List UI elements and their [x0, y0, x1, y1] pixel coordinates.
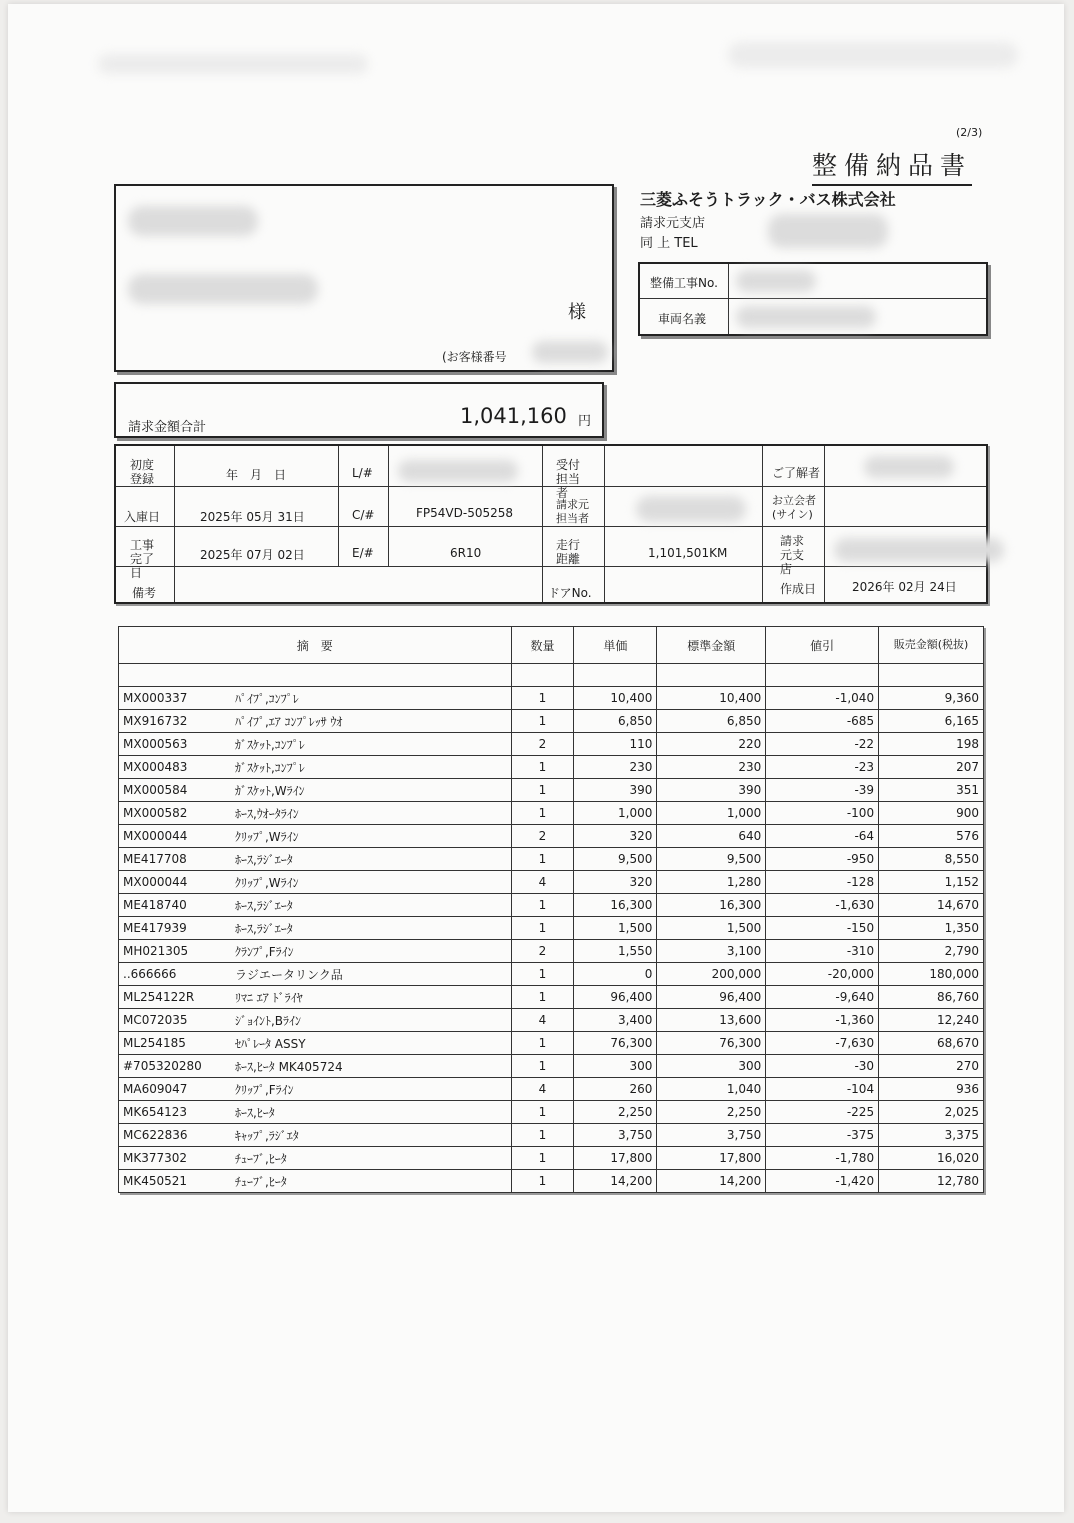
document-sheet — [8, 4, 1064, 1512]
table-row — [119, 871, 984, 894]
unit-price: 390 — [574, 779, 657, 802]
header-standard-amount: 標準金額 — [657, 627, 766, 664]
vehicle-name-label: 車両名義 — [658, 312, 707, 326]
unit-price: 3,750 — [574, 1124, 657, 1147]
mileage-label: 走行距離 — [556, 538, 581, 566]
unit-price: 320 — [574, 825, 657, 848]
parts-table-body — [119, 687, 984, 1193]
customer-box — [114, 184, 614, 372]
discount: -7,630 — [766, 1032, 879, 1055]
discount: -22 — [766, 733, 879, 756]
sale-amount: 12,780 — [879, 1170, 984, 1193]
unit-price: 320 — [574, 871, 657, 894]
table-row — [119, 986, 984, 1009]
redacted-tel — [768, 214, 888, 248]
sale-amount: 936 — [879, 1078, 984, 1101]
unit-price: 1,550 — [574, 940, 657, 963]
table-row — [119, 1078, 984, 1101]
unit-price: 16,300 — [574, 894, 657, 917]
part-code: MX000044 — [119, 825, 231, 848]
table-row — [119, 687, 984, 710]
unit-price: 6,850 — [574, 710, 657, 733]
discount: -950 — [766, 848, 879, 871]
part-code: ME418740 — [119, 894, 231, 917]
redacted-header-right — [728, 42, 1018, 68]
honorific: 様 — [568, 302, 586, 323]
header-discount: 値引 — [766, 627, 879, 664]
quantity: 1 — [511, 710, 574, 733]
part-name: ﾘﾏﾆ ｴｱ ﾄﾞﾗｲﾔ — [231, 986, 511, 1009]
part-name: ラジエータリンク品 — [231, 963, 511, 986]
note-label: 備考 — [132, 586, 157, 600]
table-row — [119, 963, 984, 986]
sale-amount: 351 — [879, 779, 984, 802]
part-name: ﾎｰｽ,ﾗｼﾞｴｰﾀ — [231, 894, 511, 917]
table-row — [119, 917, 984, 940]
approval-label: ご了解者 — [772, 466, 821, 480]
redacted-l-number — [398, 460, 518, 482]
unit-price: 14,200 — [574, 1170, 657, 1193]
part-name: ﾁｭｰﾌﾞ,ﾋｰﾀ — [231, 1147, 511, 1170]
e-number-value: 6R10 — [450, 546, 482, 560]
mileage-value: 1,101,501KM — [648, 546, 728, 560]
quantity: 1 — [511, 1147, 574, 1170]
unit-price: 9,500 — [574, 848, 657, 871]
header-sale-amount: 販売金額(税抜) — [879, 627, 984, 664]
standard-amount: 3,100 — [657, 940, 766, 963]
discount: -20,000 — [766, 963, 879, 986]
quantity: 1 — [511, 1055, 574, 1078]
standard-amount: 1,000 — [657, 802, 766, 825]
quantity: 1 — [511, 1101, 574, 1124]
redacted-customer-number — [532, 341, 608, 363]
created-date-value: 2026年 02月 24日 — [852, 580, 957, 594]
part-code: MK450521 — [119, 1170, 231, 1193]
discount: -1,040 — [766, 687, 879, 710]
discount: -23 — [766, 756, 879, 779]
redacted-billing-staff — [636, 496, 746, 522]
sale-amount: 86,760 — [879, 986, 984, 1009]
table-header-row — [119, 627, 984, 664]
standard-amount: 390 — [657, 779, 766, 802]
quantity: 2 — [511, 825, 574, 848]
part-code: MX000582 — [119, 802, 231, 825]
discount: -1,360 — [766, 1009, 879, 1032]
table-row — [119, 710, 984, 733]
vehicle-info-grid — [114, 444, 988, 604]
part-name: ｼﾞｮｲﾝﾄ,Bﾗｲﾝ — [231, 1009, 511, 1032]
quantity: 4 — [511, 1078, 574, 1101]
branch-label: 請求元支店 — [640, 216, 706, 231]
sale-amount: 2,025 — [879, 1101, 984, 1124]
customer-number-label: (お客様番号 — [442, 350, 507, 364]
first-registration-value: 年 月 日 — [226, 468, 287, 482]
part-code: MX000337 — [119, 687, 231, 710]
part-name: ｸﾗﾝﾌﾟ,Fﾗｲﾝ — [231, 940, 511, 963]
completion-date-value: 2025年 07月 02日 — [200, 548, 305, 562]
discount: -685 — [766, 710, 879, 733]
standard-amount: 10,400 — [657, 687, 766, 710]
quantity: 2 — [511, 940, 574, 963]
part-name: ｾﾊﾟﾚｰﾀ ASSY — [231, 1032, 511, 1055]
standard-amount: 1,500 — [657, 917, 766, 940]
quantity: 1 — [511, 779, 574, 802]
sale-amount: 1,152 — [879, 871, 984, 894]
quantity: 1 — [511, 756, 574, 779]
standard-amount: 220 — [657, 733, 766, 756]
quantity: 1 — [511, 986, 574, 1009]
discount: -64 — [766, 825, 879, 848]
witness-label: お立会者(サイン) — [772, 494, 816, 521]
standard-amount: 3,750 — [657, 1124, 766, 1147]
header-unit-price: 単価 — [574, 627, 657, 664]
quantity: 1 — [511, 802, 574, 825]
part-name: ﾊﾟｲﾌﾟ,ｺﾝﾌﾟﾚ — [231, 687, 511, 710]
quantity: 1 — [511, 963, 574, 986]
total-label: 請求金額合計 — [128, 420, 207, 435]
part-code: MX000584 — [119, 779, 231, 802]
discount: -375 — [766, 1124, 879, 1147]
table-row — [119, 825, 984, 848]
total-unit: 円 — [578, 414, 592, 429]
standard-amount: 2,250 — [657, 1101, 766, 1124]
standard-amount: 1,280 — [657, 871, 766, 894]
document-title: 整備納品書 — [812, 146, 972, 186]
standard-amount: 200,000 — [657, 963, 766, 986]
unit-price: 17,800 — [574, 1147, 657, 1170]
table-row — [119, 1055, 984, 1078]
part-name: ｷｬｯﾌﾟ,ﾗｼﾞｴﾀ — [231, 1124, 511, 1147]
unit-price: 300 — [574, 1055, 657, 1078]
sale-amount: 12,240 — [879, 1009, 984, 1032]
part-code: MA609047 — [119, 1078, 231, 1101]
standard-amount: 14,200 — [657, 1170, 766, 1193]
part-code: MX000563 — [119, 733, 231, 756]
redacted-billing-branch — [834, 538, 1004, 562]
quantity: 4 — [511, 1009, 574, 1032]
discount: -225 — [766, 1101, 879, 1124]
part-name: ｸﾘｯﾌﾟ,Fﾗｲﾝ — [231, 1078, 511, 1101]
part-name: ｸﾘｯﾌﾟ,Wﾗｲﾝ — [231, 825, 511, 848]
table-row — [119, 1147, 984, 1170]
quantity: 1 — [511, 1032, 574, 1055]
table-spacer-row — [119, 664, 984, 687]
sale-amount: 198 — [879, 733, 984, 756]
table-row — [119, 1032, 984, 1055]
sale-amount: 16,020 — [879, 1147, 984, 1170]
quantity: 1 — [511, 917, 574, 940]
part-code: ML254122R — [119, 986, 231, 1009]
table-row — [119, 848, 984, 871]
work-no-label: 整備工事No. — [650, 276, 718, 290]
part-name: ﾎｰｽ,ﾗｼﾞｴｰﾀ — [231, 917, 511, 940]
table-row — [119, 756, 984, 779]
sale-amount: 576 — [879, 825, 984, 848]
standard-amount: 300 — [657, 1055, 766, 1078]
part-name: ﾊﾟｲﾌﾟ,ｴｱ ｺﾝﾌﾟﾚｯｻ ｳｵ — [231, 710, 511, 733]
redacted-customer-name — [128, 206, 258, 236]
sale-amount: 9,360 — [879, 687, 984, 710]
part-code: MX000044 — [119, 871, 231, 894]
discount: -1,780 — [766, 1147, 879, 1170]
sale-amount: 68,670 — [879, 1032, 984, 1055]
unit-price: 1,000 — [574, 802, 657, 825]
discount: -1,420 — [766, 1170, 879, 1193]
part-code: ..666666 — [119, 963, 231, 986]
part-code: MH021305 — [119, 940, 231, 963]
unit-price: 10,400 — [574, 687, 657, 710]
standard-amount: 76,300 — [657, 1032, 766, 1055]
part-name: ｸﾘｯﾌﾟ,Wﾗｲﾝ — [231, 871, 511, 894]
sale-amount: 900 — [879, 802, 984, 825]
part-code: MK654123 — [119, 1101, 231, 1124]
completion-date-label: 工事完了日 — [130, 538, 155, 580]
table-row — [119, 802, 984, 825]
billing-staff-label: 請求元担当者 — [556, 498, 589, 525]
total-box — [114, 382, 604, 438]
discount: -104 — [766, 1078, 879, 1101]
standard-amount: 9,500 — [657, 848, 766, 871]
table-row — [119, 894, 984, 917]
reception-staff-label: 受付担当者 — [556, 458, 581, 500]
table-row — [119, 779, 984, 802]
page-number: (2/3) — [956, 126, 983, 139]
standard-amount: 96,400 — [657, 986, 766, 1009]
sale-amount: 270 — [879, 1055, 984, 1078]
c-number-label: C/# — [352, 508, 375, 522]
discount: -30 — [766, 1055, 879, 1078]
table-row — [119, 940, 984, 963]
standard-amount: 6,850 — [657, 710, 766, 733]
part-code: MK377302 — [119, 1147, 231, 1170]
table-row — [119, 1124, 984, 1147]
redacted-vehicle-name — [736, 306, 876, 328]
header-quantity: 数量 — [511, 627, 574, 664]
unit-price: 76,300 — [574, 1032, 657, 1055]
unit-price: 260 — [574, 1078, 657, 1101]
unit-price: 2,250 — [574, 1101, 657, 1124]
sale-amount: 2,790 — [879, 940, 984, 963]
part-code: MC072035 — [119, 1009, 231, 1032]
standard-amount: 16,300 — [657, 894, 766, 917]
unit-price: 230 — [574, 756, 657, 779]
table-row — [119, 1170, 984, 1193]
discount: -150 — [766, 917, 879, 940]
part-name: ｶﾞｽｹｯﾄ,ｺﾝﾌﾟﾚ — [231, 756, 511, 779]
part-code: #705320280 — [119, 1055, 231, 1078]
sale-amount: 6,165 — [879, 710, 984, 733]
unit-price: 1,500 — [574, 917, 657, 940]
standard-amount: 17,800 — [657, 1147, 766, 1170]
parts-table — [118, 626, 984, 1193]
quantity: 1 — [511, 848, 574, 871]
redacted-header-left — [98, 54, 368, 74]
discount: -100 — [766, 802, 879, 825]
unit-price: 96,400 — [574, 986, 657, 1009]
part-name: ｶﾞｽｹｯﾄ,Wﾗｲﾝ — [231, 779, 511, 802]
quantity: 4 — [511, 871, 574, 894]
door-no-label: ドアNo. — [548, 586, 592, 600]
unit-price: 110 — [574, 733, 657, 756]
total-amount: 1,041,160 — [460, 404, 567, 428]
unit-price: 0 — [574, 963, 657, 986]
part-code: MC622836 — [119, 1124, 231, 1147]
company-name: 三菱ふそうトラック・バス株式会社 — [640, 190, 896, 209]
sale-amount: 14,670 — [879, 894, 984, 917]
c-number-value: FP54VD-505258 — [416, 506, 513, 520]
quantity: 1 — [511, 687, 574, 710]
standard-amount: 13,600 — [657, 1009, 766, 1032]
discount: -128 — [766, 871, 879, 894]
discount: -9,640 — [766, 986, 879, 1009]
part-code: ML254185 — [119, 1032, 231, 1055]
table-row — [119, 1101, 984, 1124]
l-number-label: L/# — [352, 466, 373, 480]
entry-date-value: 2025年 05月 31日 — [200, 510, 305, 524]
redacted-approver — [864, 456, 954, 478]
first-registration-label: 初度登録 — [130, 458, 155, 486]
standard-amount: 640 — [657, 825, 766, 848]
sale-amount: 180,000 — [879, 963, 984, 986]
discount: -39 — [766, 779, 879, 802]
standard-amount: 230 — [657, 756, 766, 779]
quantity: 2 — [511, 733, 574, 756]
discount: -310 — [766, 940, 879, 963]
table-row — [119, 733, 984, 756]
entry-date-label: 入庫日 — [124, 510, 161, 524]
redacted-work-no — [736, 270, 816, 292]
billing-branch-label: 請求元支店 — [780, 534, 805, 576]
part-name: ﾎｰｽ,ｳｵｰﾀﾗｲﾝ — [231, 802, 511, 825]
quantity: 1 — [511, 894, 574, 917]
quantity: 1 — [511, 1170, 574, 1193]
sale-amount: 8,550 — [879, 848, 984, 871]
redacted-customer-address — [128, 274, 318, 304]
unit-price: 3,400 — [574, 1009, 657, 1032]
part-code: MX000483 — [119, 756, 231, 779]
part-code: ME417939 — [119, 917, 231, 940]
part-name: ｶﾞｽｹｯﾄ,ｺﾝﾌﾟﾚ — [231, 733, 511, 756]
quantity: 1 — [511, 1124, 574, 1147]
sale-amount: 3,375 — [879, 1124, 984, 1147]
part-name: ﾎｰｽ,ﾗｼﾞｴｰﾀ — [231, 848, 511, 871]
work-info-box — [638, 262, 988, 336]
part-name: ﾎｰｽ,ﾋｰﾀ MK405724 — [231, 1055, 511, 1078]
part-code: MX916732 — [119, 710, 231, 733]
e-number-label: E/# — [352, 546, 374, 560]
part-code: ME417708 — [119, 848, 231, 871]
header-description: 摘 要 — [119, 627, 512, 664]
created-date-label: 作成日 — [780, 582, 817, 596]
tel-label: 同 上 TEL — [640, 236, 698, 251]
standard-amount: 1,040 — [657, 1078, 766, 1101]
part-name: ﾎｰｽ,ﾋｰﾀ — [231, 1101, 511, 1124]
table-row — [119, 1009, 984, 1032]
sale-amount: 1,350 — [879, 917, 984, 940]
sale-amount: 207 — [879, 756, 984, 779]
part-name: ﾁｭｰﾌﾞ,ﾋｰﾀ — [231, 1170, 511, 1193]
discount: -1,630 — [766, 894, 879, 917]
